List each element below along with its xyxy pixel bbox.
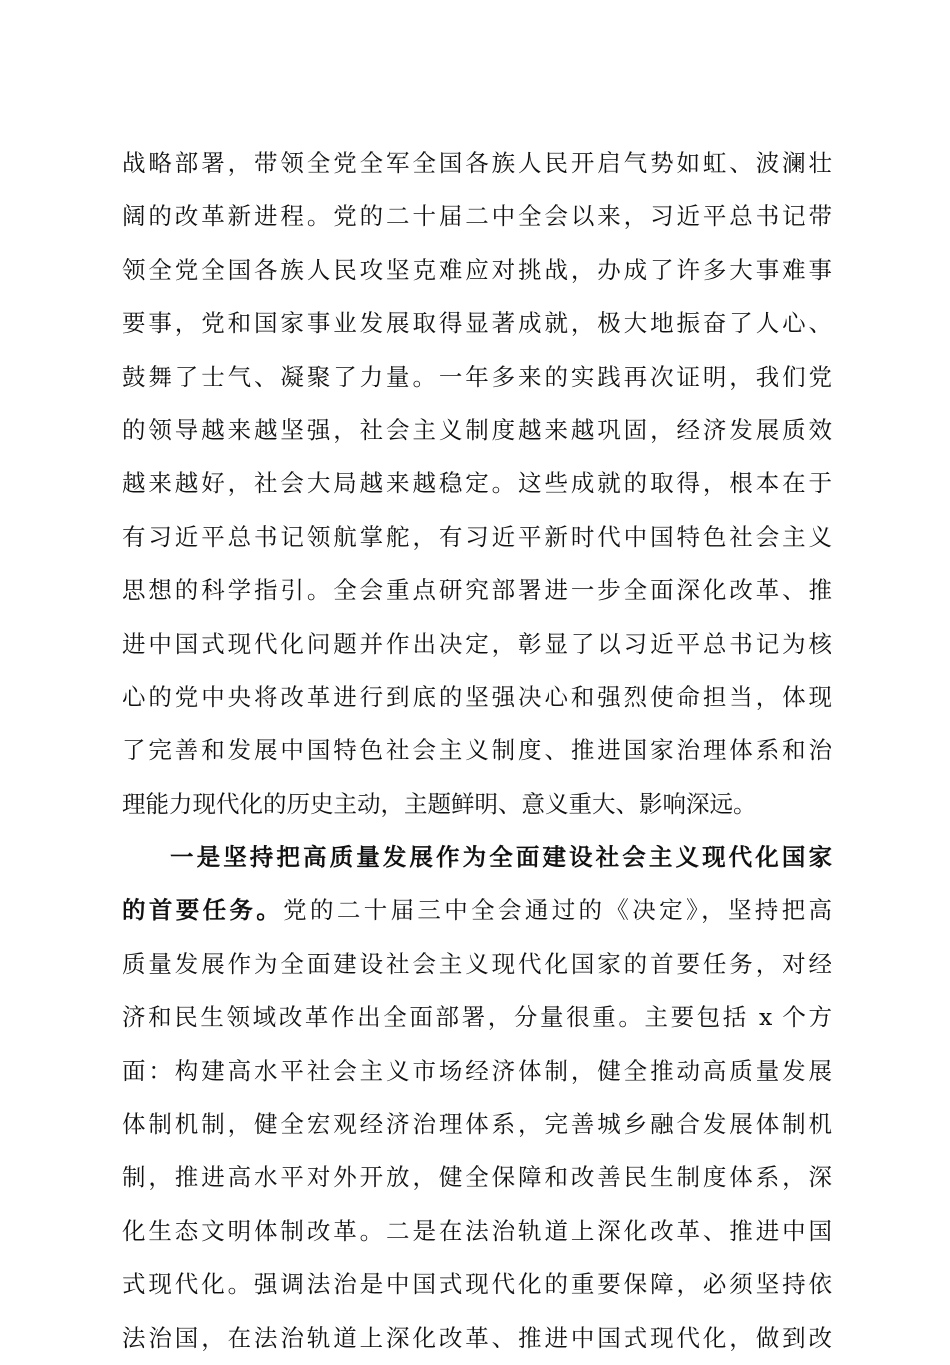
- text-line: [122, 351, 832, 404]
- line-text: 理能力现代化的历史主动，主题鲜明、意义重大、影响深远。: [122, 789, 757, 818]
- line-text: 法治国，在法治轨道上深化改革、推进中国式现代化，做到改: [122, 1323, 832, 1352]
- line-text: 阔的改革新进程。党的二十届二中全会以来，习近平总书记带: [122, 202, 832, 231]
- line-text: 有习近平总书记领航掌舵，有习近平新时代中国特色社会主义: [122, 522, 832, 551]
- line-text: 越来越好，社会大局越来越稳定。这些成就的取得，根本在于: [122, 469, 832, 498]
- line-text: 心的党中央将改革进行到底的坚强决心和强烈使命担当，体现: [122, 682, 832, 711]
- text-line: [122, 671, 832, 724]
- line-text: 的领导越来越坚强，社会主义制度越来越巩固，经济发展质效: [122, 415, 832, 444]
- text-line: [122, 457, 832, 510]
- text-line: [122, 1151, 832, 1204]
- text-line: [122, 1205, 832, 1258]
- line-text: 了完善和发展中国特色社会主义制度、推进国家治理体系和治: [122, 736, 832, 765]
- text-line: [122, 1312, 832, 1365]
- heading-text: 的首要任务。: [122, 896, 284, 925]
- text-line: [122, 938, 832, 991]
- text-line: [122, 1098, 832, 1151]
- line-text: 质量发展作为全面建设社会主义现代化国家的首要任务，对经: [122, 949, 832, 978]
- text-line: [122, 618, 832, 671]
- line-text: 式现代化。强调法治是中国式现代化的重要保障，必须坚持依: [122, 1270, 832, 1299]
- line-text: 党的二十届三中全会通过的《决定》，坚持把高: [283, 896, 832, 925]
- text-line: [122, 884, 832, 937]
- text-line: [122, 297, 832, 350]
- text-line: [122, 724, 832, 777]
- line-text: 进中国式现代化问题并作出决定，彰显了以习近平总书记为核: [122, 629, 832, 658]
- text-line: [122, 190, 832, 243]
- paragraph-first-line: [122, 831, 832, 884]
- text-line: [122, 244, 832, 297]
- text-line: [122, 564, 832, 617]
- line-text: 鼓舞了士气、凝聚了力量。一年多来的实践再次证明，我们党: [122, 362, 832, 391]
- line-text: 战略部署，带领全党全军全国各族人民开启气势如虹、波澜壮: [122, 149, 832, 177]
- text-line: [122, 1258, 832, 1311]
- text-line: [122, 991, 832, 1044]
- line-text: 体制机制，健全宏观经济治理体系，完善城乡融合发展体制机: [122, 1110, 832, 1139]
- line-text: 面：构建高水平社会主义市场经济体制，健全推动高质量发展: [122, 1056, 832, 1085]
- paragraph-end-line: [122, 778, 832, 831]
- document-body: [122, 137, 832, 1365]
- text-line: [122, 511, 832, 564]
- line-text: 要事，党和国家事业发展取得显著成就，极大地振奋了人心、: [122, 309, 832, 338]
- line-text: 思想的科学指引。全会重点研究部署进一步全面深化改革、推: [122, 576, 832, 605]
- line-text: 制，推进高水平对外开放，健全保障和改善民生制度体系，深: [122, 1163, 832, 1192]
- text-line: [122, 1045, 832, 1098]
- text-line: [122, 137, 832, 190]
- line-text: 济和民生领域改革作出全面部署，分量很重。主要包括 x 个方: [122, 1003, 832, 1032]
- heading-text: 一是坚持把高质量发展作为全面建设社会主义现代化国家: [170, 843, 832, 872]
- line-text: 化生态文明体制改革。二是在法治轨道上深化改革、推进中国: [122, 1216, 832, 1245]
- line-text: 领全党全国各族人民攻坚克难应对挑战，办成了许多大事难事: [122, 255, 832, 284]
- text-line: [122, 404, 832, 457]
